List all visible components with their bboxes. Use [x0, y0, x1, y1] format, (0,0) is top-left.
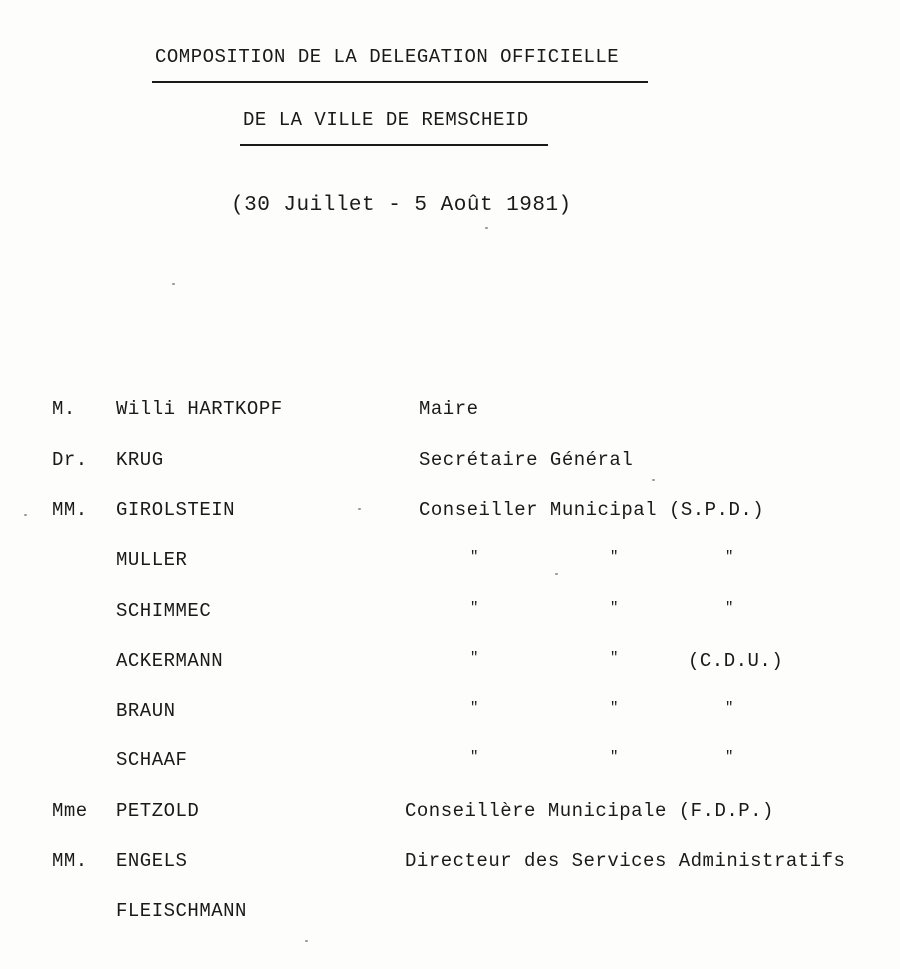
- member-name: SCHAAF: [116, 749, 188, 771]
- document-title-line-2: DE LA VILLE DE REMSCHEID: [243, 109, 529, 131]
- ditto-mark: ": [725, 600, 734, 616]
- ditto-mark: ": [470, 700, 479, 716]
- delegation-row: [0, 900, 900, 928]
- delegation-row: [0, 850, 900, 878]
- title-underline-2: [240, 144, 548, 146]
- scan-speck: [652, 479, 655, 481]
- delegation-row: [0, 800, 900, 828]
- ditto-mark: ": [610, 749, 619, 765]
- member-role: Directeur des Services Administratifs: [405, 850, 846, 872]
- delegation-row: [0, 700, 900, 728]
- delegation-row: [0, 600, 900, 628]
- delegation-row: [0, 449, 900, 477]
- member-title: Dr.: [52, 449, 88, 471]
- ditto-mark: ": [725, 749, 734, 765]
- member-role: Maire: [419, 398, 479, 420]
- ditto-mark: ": [470, 549, 479, 565]
- ditto-mark: ": [725, 700, 734, 716]
- member-name: PETZOLD: [116, 800, 200, 822]
- ditto-mark: ": [610, 650, 619, 666]
- scan-speck: [555, 573, 558, 575]
- member-name: SCHIMMEC: [116, 600, 212, 622]
- ditto-mark: ": [610, 700, 619, 716]
- member-title: M.: [52, 398, 76, 420]
- member-title: Mme: [52, 800, 88, 822]
- scan-speck: [485, 227, 488, 229]
- ditto-mark: ": [470, 650, 479, 666]
- member-name: ACKERMANN: [116, 650, 224, 672]
- member-name: KRUG: [116, 449, 164, 471]
- scan-speck: [24, 514, 27, 516]
- scan-speck: [305, 940, 308, 942]
- scan-speck: [172, 283, 175, 285]
- member-title: MM.: [52, 499, 88, 521]
- member-name: ENGELS: [116, 850, 188, 872]
- ditto-mark: ": [610, 600, 619, 616]
- delegation-row: [0, 749, 900, 777]
- delegation-row: [0, 650, 900, 678]
- ditto-mark: ": [470, 749, 479, 765]
- ditto-mark: ": [610, 549, 619, 565]
- member-title: MM.: [52, 850, 88, 872]
- delegation-row: [0, 499, 900, 527]
- delegation-row: [0, 549, 900, 577]
- member-name: Willi HARTKOPF: [116, 398, 283, 420]
- member-name: GIROLSTEIN: [116, 499, 236, 521]
- scan-speck: [358, 508, 361, 510]
- member-name: FLEISCHMANN: [116, 900, 247, 922]
- ditto-mark: ": [725, 549, 734, 565]
- title-underline-1: [152, 81, 648, 83]
- member-name: BRAUN: [116, 700, 176, 722]
- ditto-mark: ": [470, 600, 479, 616]
- document-title-line-1: COMPOSITION DE LA DELEGATION OFFICIELLE: [155, 46, 620, 68]
- member-role: Secrétaire Général: [419, 449, 634, 471]
- delegation-row: [0, 398, 900, 426]
- member-name: MULLER: [116, 549, 188, 571]
- visit-dates: (30 Juillet - 5 Août 1981): [231, 194, 572, 217]
- member-role: Conseillère Municipale (F.D.P.): [405, 800, 774, 822]
- member-role: Conseiller Municipal (S.P.D.): [419, 499, 765, 521]
- member-party: (C.D.U.): [688, 650, 784, 672]
